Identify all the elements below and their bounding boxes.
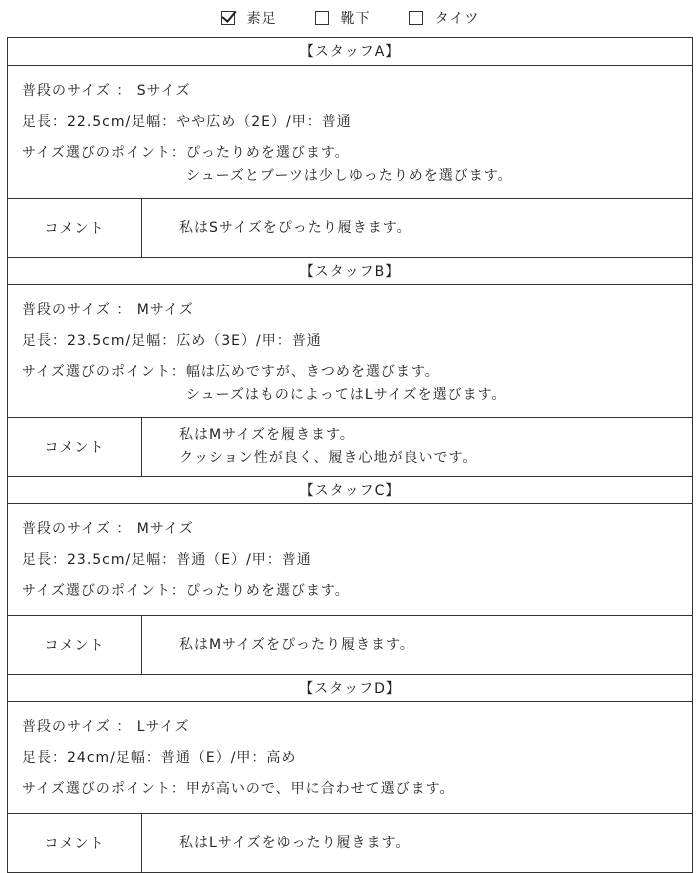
size-point [22,576,678,607]
size-point-line: 甲が高いので、甲に合わせて選びます。 [185,781,455,797]
legend-item-tights [409,8,480,28]
usual-size: 普段のサイズ ： Mサイズ [22,302,194,318]
size-point-label: サイズ選びのポイント： [22,364,186,380]
staff-title: 【スタッフA】 [8,38,692,66]
comment-row [8,199,692,257]
size-point-line: ぴったりめを選びます。 [185,583,350,599]
staff-block-a [8,38,692,257]
staff-block-d [8,674,692,872]
foot-measurements: 足長：23.5cm/足幅：広め（3E）/甲：普通 [22,333,322,349]
foot-measurements: 足長：24cm/足幅：普通（E）/甲：高め [22,750,297,766]
size-point-label: サイズ選びのポイント： [22,145,186,161]
checkbox-checked-icon [221,11,235,25]
size-point-line: 幅は広めですが、きつめを選びます。 [185,364,440,380]
staff-title: 【スタッフB】 [8,257,692,285]
size-point [22,357,678,411]
foot-measurements: 足長：23.5cm/足幅：普通（E）/甲：普通 [22,552,312,568]
staff-size-table [7,37,693,873]
size-point-text [186,142,513,188]
comment-line: 私はMサイズを履きます。 [179,427,355,443]
comment-line: 私はMサイズをぴったり履きます。 [179,636,415,653]
checkbox-unchecked-icon [409,11,423,25]
staff-title: 【スタッフD】 [8,674,692,702]
comment-label: コメント [8,616,142,674]
comment-label: コメント [8,814,142,872]
usual-size: 普段のサイズ ： Mサイズ [22,521,194,537]
comment-text [142,418,692,476]
legend [0,0,700,34]
legend-item-socks [315,8,371,28]
legend-label: タイツ [434,11,480,27]
usual-size: 普段のサイズ ： Lサイズ [22,719,190,735]
staff-block-b [8,257,692,476]
size-point-label: サイズ選びのポイント： [22,583,186,599]
staff-info [8,285,692,418]
size-point-line: シューズはものによってはLサイズを選びます。 [185,387,507,403]
legend-label: 素足 [246,11,277,27]
size-point-line: シューズとブーツは少しゆったりめを選びます。 [185,168,513,184]
legend-label: 靴下 [340,11,371,27]
comment-label: コメント [8,418,142,476]
size-point [22,138,678,192]
staff-title: 【スタッフC】 [8,476,692,504]
comment-line: 私はLサイズをゆったり履きます。 [179,834,411,851]
foot-measurements: 足長：22.5cm/足幅：やや広め（2E）/甲：普通 [22,114,352,130]
staff-info [8,66,692,199]
size-point-line: ぴったりめを選びます。 [185,145,350,161]
comment-row [8,418,692,476]
comment-text [142,199,692,257]
size-point-text [186,361,507,407]
staff-info [8,504,692,616]
comment-text [142,814,692,872]
size-point-label: サイズ選びのポイント： [22,781,186,797]
staff-block-c [8,476,692,674]
comment-text [142,616,692,674]
comment-row [8,814,692,872]
comment-line: 私はSサイズをぴったり履きます。 [179,219,412,236]
staff-info [8,702,692,814]
comment-label: コメント [8,199,142,257]
usual-size: 普段のサイズ ： Sサイズ [22,83,191,99]
comment-row [8,616,692,674]
comment-line: クッション性が良く、履き心地が良いです。 [179,450,478,466]
legend-item-barefoot [221,8,277,28]
checkbox-unchecked-icon [315,11,329,25]
size-point [22,774,678,805]
